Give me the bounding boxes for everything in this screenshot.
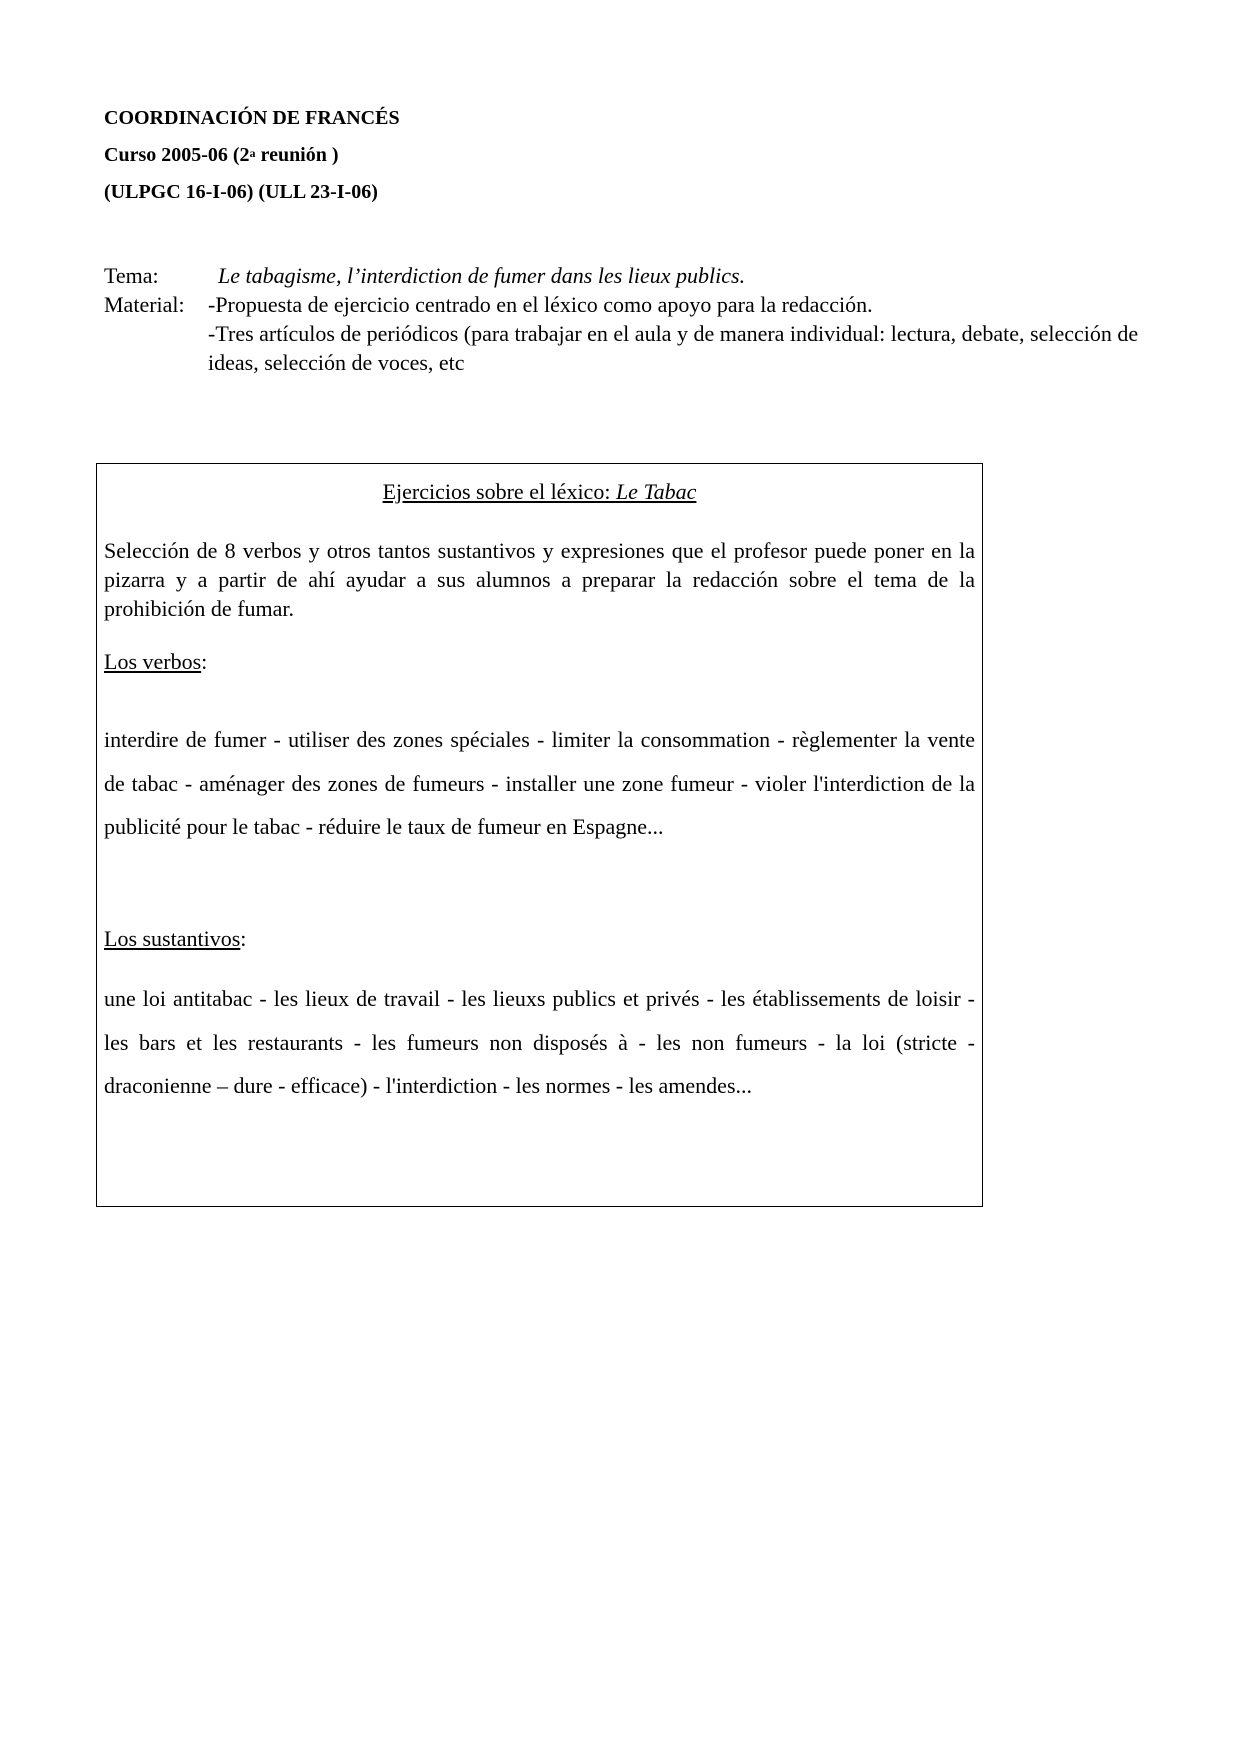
- header-course-suffix: reunión ): [255, 144, 339, 166]
- header-course-prefix: Curso 2005-06 (2: [104, 144, 250, 166]
- tema-value: Le tabagisme, l’interdiction de fumer dans les lieux publics.: [218, 263, 746, 288]
- material-row: [104, 290, 1164, 319]
- exercise-title: [97, 478, 982, 506]
- header-course: [104, 137, 400, 174]
- document-header: [104, 100, 400, 211]
- verbos-list: interdire de fumer - utiliser des zones spéciales - limiter la consommation - règlementer la vente de tabac - aménager des zones de fumeurs - installer une zone fumeur - violer l'interdiction de la publicité pour le tabac - réduire le taux de fumeur en Espagne...: [104, 727, 975, 839]
- exercise-intro: Selección de 8 verbos y otros tantos sustantivos y expresiones que el profesor puede poner en la pizarra y a partir de ahí ayudar a sus alumnos a preparar la redacción sobre el tema de la prohibición de fumar.: [104, 538, 975, 621]
- exercise-title-prefix: Ejercicios sobre el léxico:: [382, 479, 616, 504]
- tema-label: Tema:: [104, 263, 159, 288]
- material-item-1: -Propuesta de ejercicio centrado en el léxico como apoyo para la redacción.: [208, 292, 873, 317]
- document-meta: [104, 261, 1164, 377]
- header-course-ordinal: a: [249, 146, 256, 160]
- exercise-box: [96, 463, 983, 1207]
- verbos-colon: :: [201, 649, 208, 674]
- verbos-label: Los verbos: [104, 649, 202, 674]
- material-item-2: -Tres artículos de periódicos (para trabajar en el aula y de manera individual: lectura, debate, selección de ideas, selección de voces, etc: [208, 321, 1139, 375]
- sustantivos-list: une loi antitabac - les lieux de travail - les lieuxs publics et privés - les établissements de loisir - les bars et les restaurants - les fumeurs non disposés à - les non fumeurs - la loi (stricte - draconienne – dure - efficace) - l'interdiction - les normes - les amendes...: [104, 986, 975, 1098]
- sustantivos-label: Los sustantivos: [104, 926, 241, 951]
- verbos-heading: [104, 648, 207, 676]
- sustantivos-colon: :: [240, 926, 247, 951]
- header-coordination: COORDINACIÓN DE FRANCÉS: [104, 107, 400, 129]
- tema-row: [104, 261, 1164, 290]
- sustantivos-heading: [104, 925, 246, 953]
- header-dates: (ULPGC 16-I-06) (ULL 23-I-06): [104, 181, 378, 203]
- exercise-title-italic: Le Tabac: [615, 479, 697, 504]
- material-label: Material:: [104, 292, 185, 317]
